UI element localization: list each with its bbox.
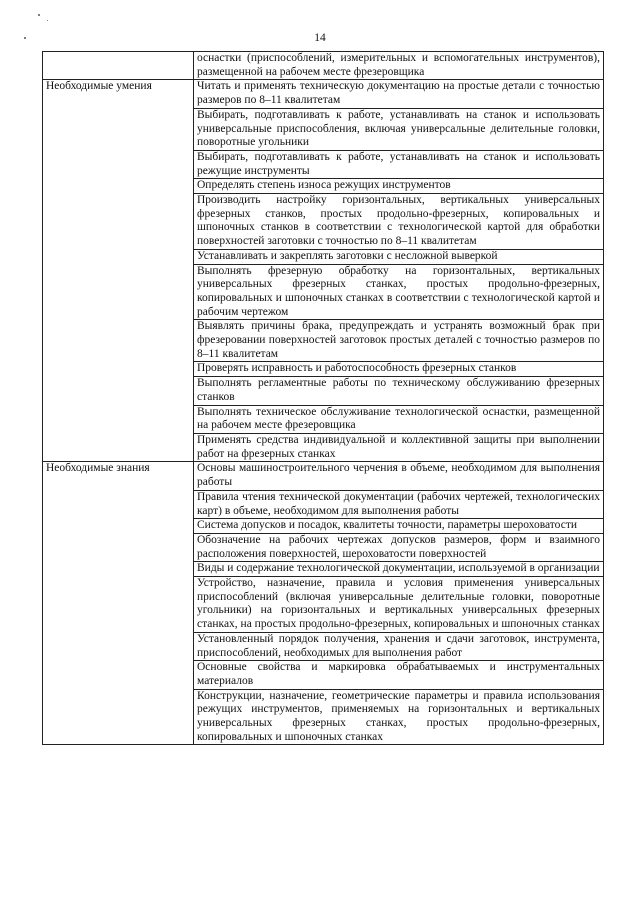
row-text: Выявлять причины брака, предупреждать и устранять возможный брак при фрезеровании поверхностей заготовок простых деталей с точностью размеров по 8–11 квалитетам xyxy=(194,320,604,362)
row-text: Проверять исправность и работоспособность фрезерных станков xyxy=(194,362,604,377)
row-text: оснастки (приспособлений, измерительных и вспомогательных инструментов), размещенной на рабочем месте фрезеровщика xyxy=(194,52,604,80)
row-label: Необходимые знания xyxy=(43,462,194,745)
row-text: Устанавливать и закреплять заготовки с несложной выверкой xyxy=(194,249,604,264)
row-text: Обозначение на рабочих чертежах допусков размеров, форм и взаимного расположения поверхностей, шероховатости поверхностей xyxy=(194,533,604,561)
row-text: Устройство, назначение, правила и условия применения универсальных приспособлений (включая универсальные делительные головки, поворотные угольники) на горизонтальных и вертикальных универсальных фрезерных станках, на простых продольно-фрезерных, копировальных и шпоночных станках xyxy=(194,577,604,633)
requirements-table xyxy=(42,51,604,745)
row-text: Выбирать, подготавливать к работе, устанавливать на станок и использовать режущие инструменты xyxy=(194,150,604,178)
row-text: Основы машиностроительного черчения в объеме, необходимом для выполнения работы xyxy=(194,462,604,490)
row-text: Виды и содержание технологической документации, используемой в организации xyxy=(194,562,604,577)
row-text: Выполнять техническое обслуживание технологической оснастки, размещенной на рабочем месте фрезеровщика xyxy=(194,405,604,433)
row-text: Определять степень износа режущих инструментов xyxy=(194,179,604,194)
scan-speck xyxy=(47,20,48,21)
scan-speck xyxy=(38,14,40,16)
row-text: Выбирать, подготавливать к работе, устанавливать на станок и использовать универсальные приспособления, включая универсальные делительные головки, поворотные угольники xyxy=(194,108,604,150)
row-label xyxy=(43,52,194,80)
row-label: Необходимые умения xyxy=(43,80,194,462)
row-text: Установленный порядок получения, хранения и сдачи заготовок, инструмента, приспособлений, необходимых для выполнения работ xyxy=(194,632,604,660)
row-text: Правила чтения технической документации (рабочих чертежей, технологических карт) в объеме, необходимом для выполнения работы xyxy=(194,490,604,518)
page-number: 14 xyxy=(314,32,326,44)
row-text: Производить настройку горизонтальных, вертикальных универсальных фрезерных станков, простых продольно-фрезерных, копировальных и шпоночных станков в соответствии с технологической картой для обработки поверхностей заготовки с точностью по 8–11 квалитетам xyxy=(194,194,604,250)
row-text: Выполнять регламентные работы по техническому обслуживанию фрезерных станков xyxy=(194,377,604,405)
table-row xyxy=(43,52,604,80)
row-text: Конструкции, назначение, геометрические параметры и правила использования режущих инструментов, применяемых на горизонтальных и вертикальных универсальных фрезерных станках, простых продольно-фрезерных, копировальных и шпоночных станках xyxy=(194,689,604,745)
row-text: Выполнять фрезерную обработку на горизонтальных, вертикальных универсальных фрезерных станках, простых продольно-фрезерных, копировальных и шпоночных станках в соответствии с технологической картой и рабочим чертежом xyxy=(194,264,604,320)
row-text: Основные свойства и маркировка обрабатываемых и инструментальных материалов xyxy=(194,661,604,689)
table-row xyxy=(43,80,604,108)
row-text: Система допусков и посадок, квалитеты точности, параметры шероховатости xyxy=(194,519,604,534)
table-row xyxy=(43,462,604,490)
requirements-table-body xyxy=(43,52,604,745)
row-text: Применять средства индивидуальной и коллективной защиты при выполнении работ на фрезерных станках xyxy=(194,433,604,461)
row-text: Читать и применять техническую документацию на простые детали с точностью размеров по 8–11 квалитетам xyxy=(194,80,604,108)
